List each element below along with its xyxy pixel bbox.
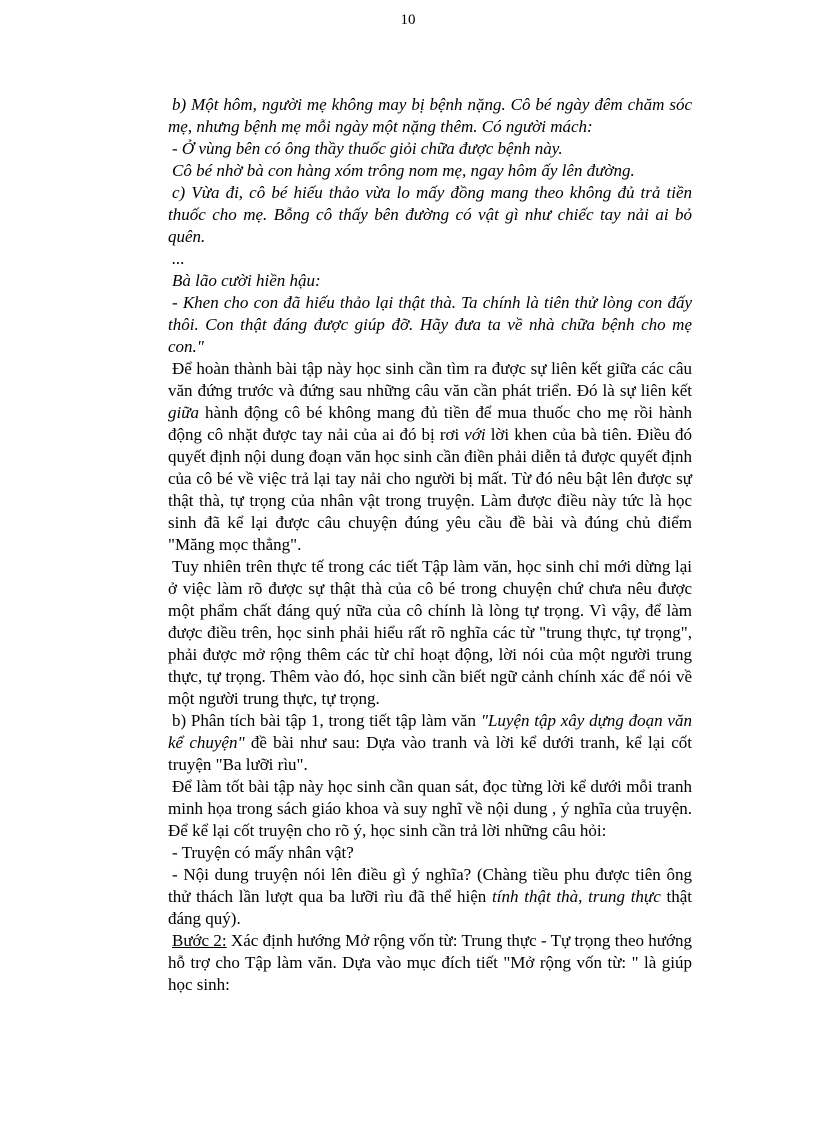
story-departure: Cô bé nhờ bà con hàng xóm trông nom mẹ, ngay hôm ấy lên đường. — [172, 161, 635, 180]
question-meaning-text-2: thật đáng quý). — [168, 887, 692, 928]
analysis-linking-text-1: Để hoàn thành bài tập này học sinh cần tìm ra được sự liên kết giữa các câu văn đứng trước và đứng sau những câu văn cần phát triển. Đó là sự liên kết — [168, 359, 692, 400]
question-characters: - Truyện có mấy nhân vật? — [172, 843, 354, 862]
emphasis-giua: giữa — [168, 403, 199, 422]
emphasis-voi: với — [464, 425, 486, 444]
analysis-linking-paragraph — [168, 358, 692, 556]
page-number: 10 — [400, 12, 416, 28]
analysis-linking-text-2: hành động cô bé không mang đủ tiền để mua thuốc cho mẹ rồi hành động cô nhặt được tay nải của ai đó bị rơi — [168, 403, 692, 444]
exercise-method-paragraph: Để làm tốt bài tập này học sinh cần quan sát, đọc từng lời kể dưới mỗi tranh minh họa trong sách giáo khoa và suy nghĩ về nội dung , ý nghĩa của truyện. Để kể lại cốt truyện cho rõ ý, học sinh cần trả lời những câu hỏi: — [168, 777, 692, 840]
story-ellipsis: ... — [172, 249, 185, 268]
story-old-woman: Bà lão cười hiền hậu: — [172, 271, 321, 290]
question-meaning-text-1: - Nội dung truyện nói lên điều gì ý nghĩa? (Chàng tiều phu được tiên ông thử thách lần lượt qua ba lưỡi rìu đã thể hiện — [168, 865, 692, 906]
step-2-text: Xác định hướng Mở rộng vốn từ: Trung thực - Tự trọng theo hướng hỗ trợ cho Tập làm văn. Dựa vào mục đích tiết "Mở rộng vốn từ: " là giúp học sinh: — [168, 931, 693, 994]
emphasis-honesty: tính thật thà, trung thực — [492, 887, 661, 906]
step-2-paragraph — [168, 930, 692, 996]
exercise-1-text-2: đề bài như sau: Dựa vào tranh và lời kể dưới tranh, kể lại cốt truyện "Ba lưỡi rìu". — [168, 733, 692, 774]
story-part-b: b) Một hôm, người mẹ không may bị bệnh nặng. Cô bé ngày đêm chăm sóc mẹ, nhưng bệnh mẹ mỗi ngày một nặng thêm. Có người mách: — [168, 95, 692, 136]
exercise-1-text-1: b) Phân tích bài tập 1, trong tiết tập làm văn — [172, 711, 481, 730]
story-fairy-speech: - Khen cho con đã hiếu thảo lại thật thà. Ta chính là tiên thử lòng con đấy thôi. Con thật đáng được giúp đỡ. Hãy đưa ta về nhà chữa bệnh cho mẹ con." — [168, 293, 692, 356]
question-meaning — [168, 864, 692, 930]
body-text — [168, 94, 692, 996]
story-quote: - Ở vùng bên có ông thầy thuốc giỏi chữa được bệnh này. — [172, 139, 563, 158]
story-part-c: c) Vừa đi, cô bé hiếu thảo vừa lo mấy đồng mang theo không đủ trả tiền thuốc cho mẹ. Bỗng cô thấy bên đường có vật gì như chiếc tay nải ai bỏ quên. — [168, 183, 692, 246]
lesson-title: "Luyện tập xây dựng đoạn văn kể chuyện" — [168, 711, 692, 752]
practice-observation-paragraph: Tuy nhiên trên thực tế trong các tiết Tập làm văn, học sinh chỉ mới dừng lại ở việc làm rõ được sự thật thà của cô bé trong chuyện chứ chưa nêu được một phẩm chất đáng quý nữa của cô chính là lòng tự trọng. Vì vậy, để làm được điều trên, học sinh phải hiểu rất rõ nghĩa các từ "trung thực, tự trọng", phải được mở rộng thêm các từ chỉ hoạt động, lời nói của một người trung thực, tự trọng. Thêm vào đó, học sinh cần biết ngữ cảnh chính xác để nói về một người trung thực, tự trọng. — [168, 557, 692, 708]
step-2-label: Bước 2: — [172, 931, 227, 950]
exercise-1-paragraph — [168, 710, 692, 776]
analysis-linking-text-3: lời khen của bà tiên. Điều đó quyết định nội dung đoạn văn học sinh cần điền phải diễn tả được quyết định của cô bé về việc trả lại tay nải cho người bị mất. Từ đó nêu bật lên được sự thật thà, tự trọng của nhân vật trong truyện. Làm được điều này tức là học sinh đã kể lại được câu chuyện đúng yêu cầu đề bài và đúng chủ điểm "Măng mọc thẳng". — [168, 425, 693, 554]
